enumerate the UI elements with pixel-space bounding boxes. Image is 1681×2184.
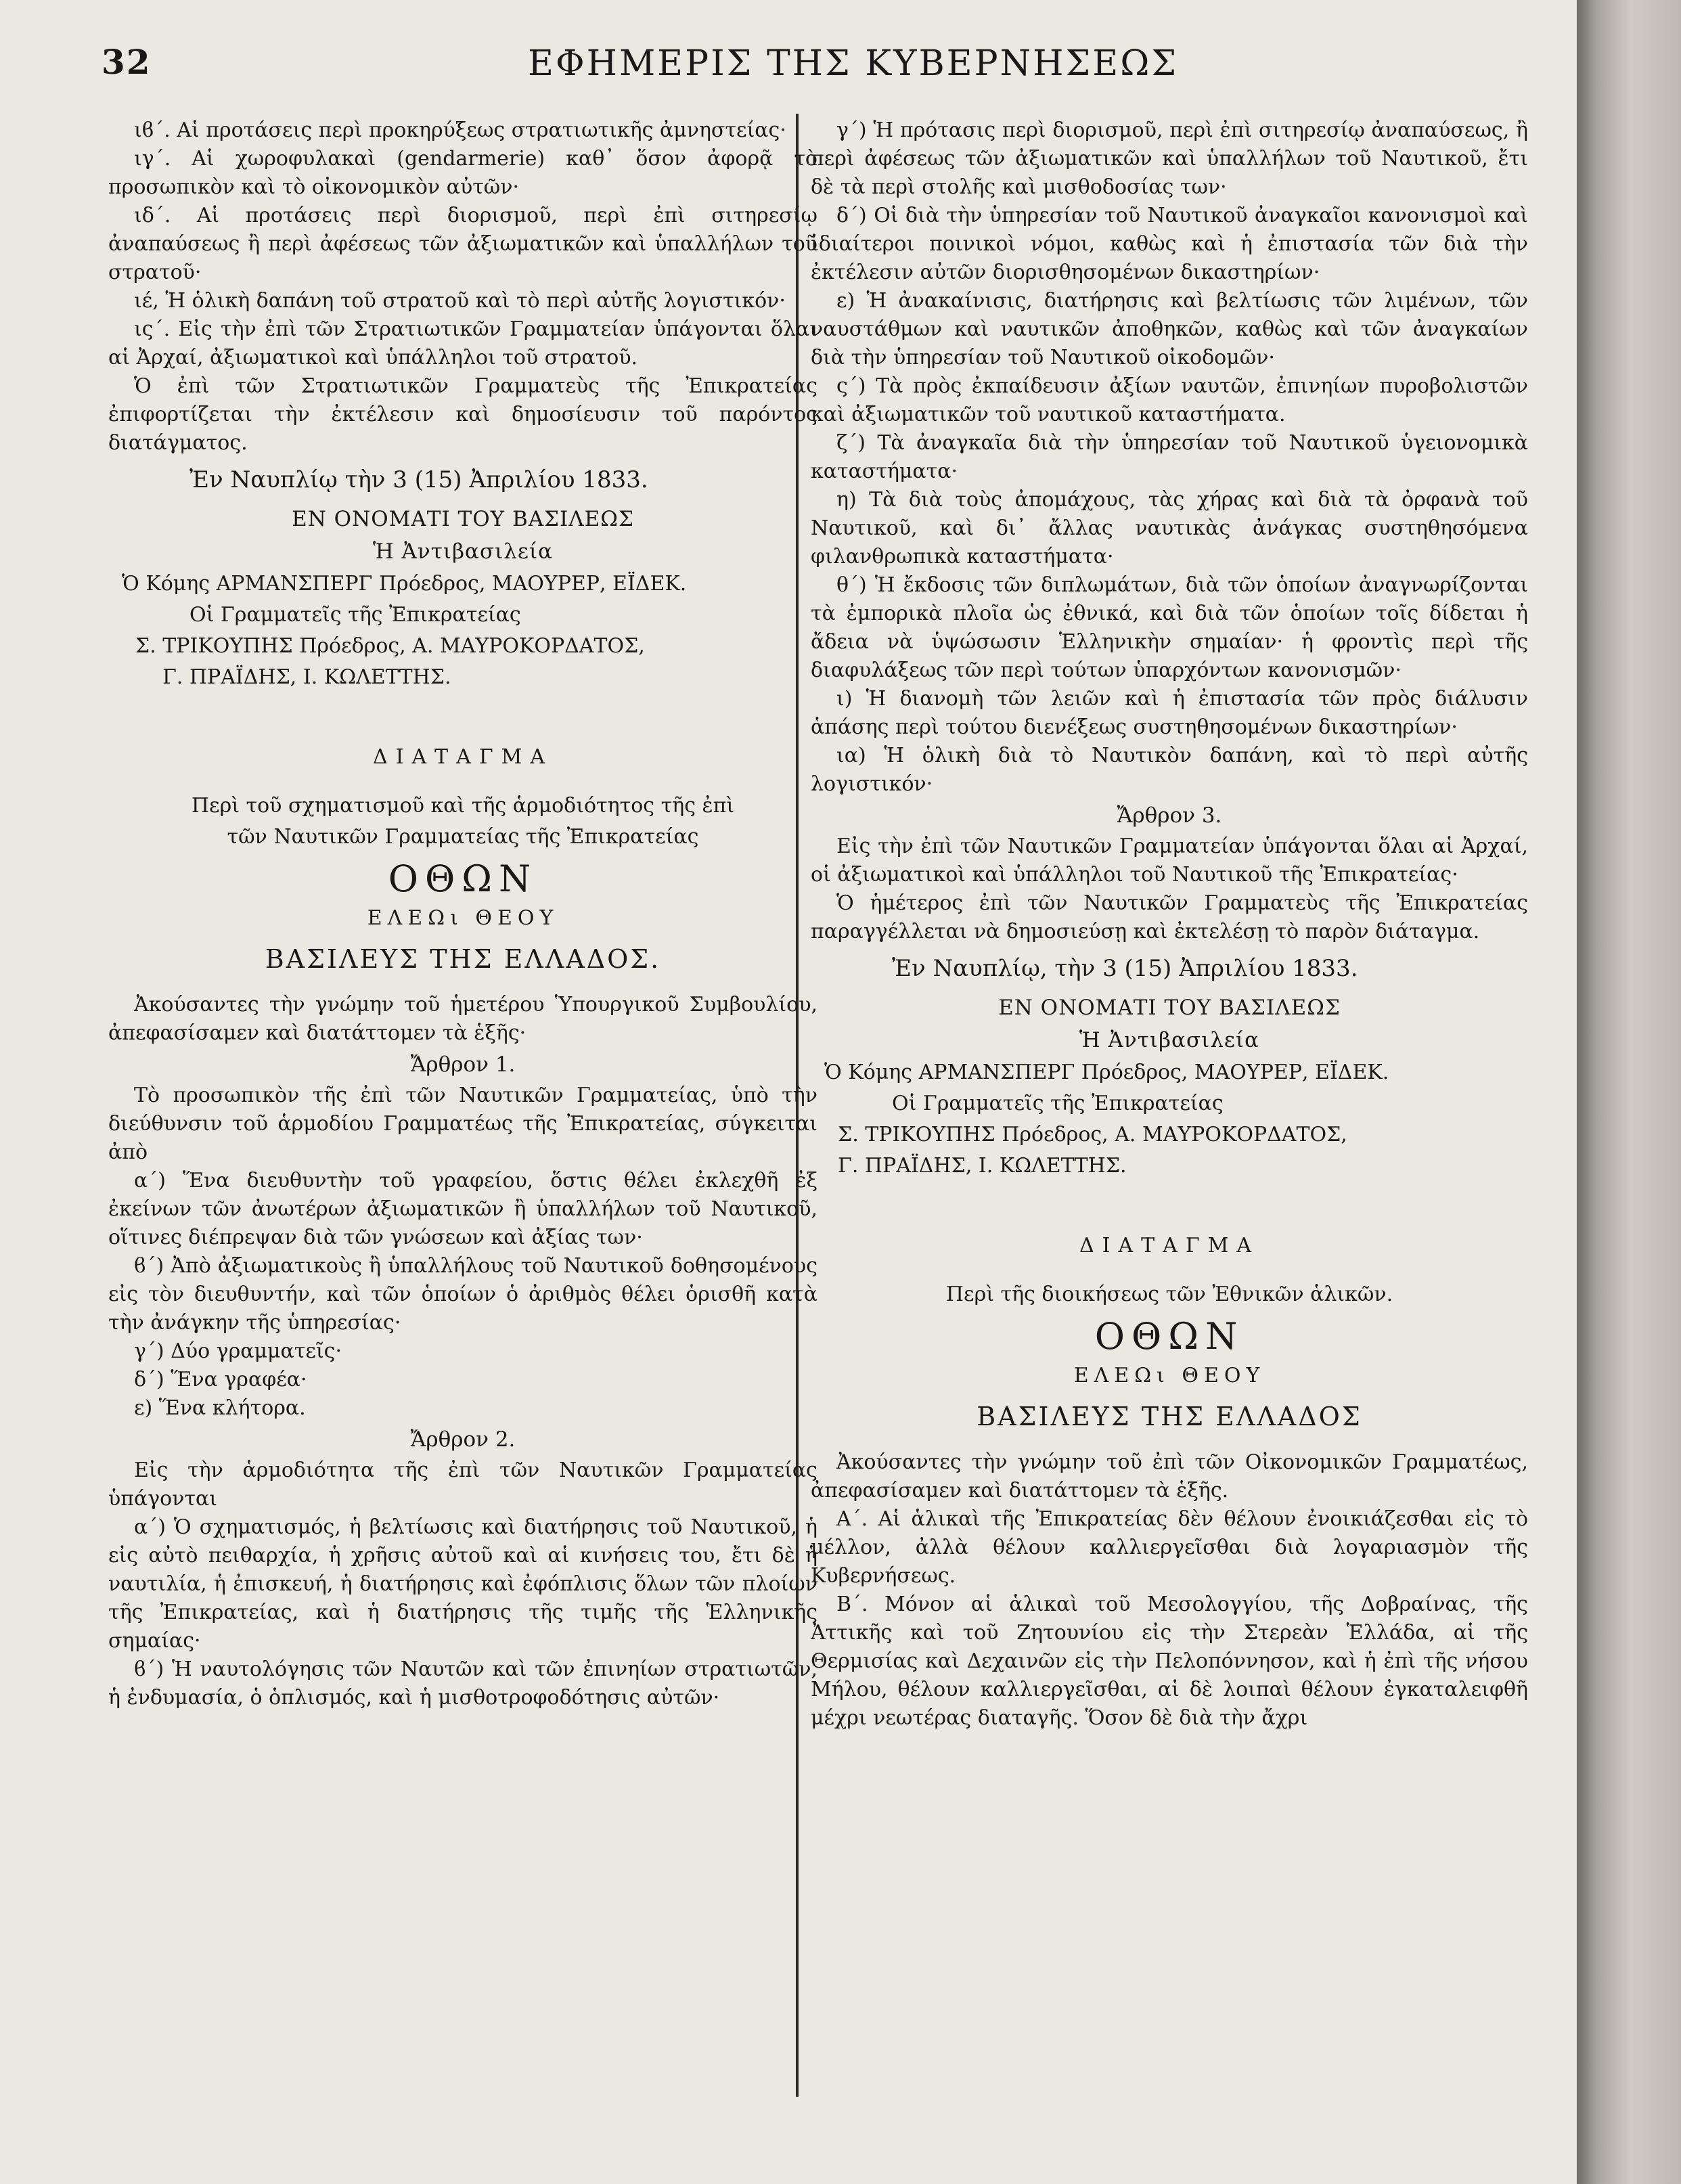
secretaries-line-2: Γ. ΠΡΑΪΔΗΣ, Ι. ΚΩΛΕΤΤΗΣ. (838, 1154, 1127, 1178)
article-heading: Ἄρθρον 2. (410, 1427, 516, 1452)
paragraph: ι) Ἡ διανομὴ τῶν λειῶν καὶ ἡ ἐπιστασία τῶν πρὸς διάλυσιν ἁπάσης περὶ τούτου διενέξεως συστηθησομένων δικαστηρίων· (811, 687, 1528, 739)
running-title: ΕΦΗΜΕΡΙΣ ΤΗΣ ΚΥΒΕΡΝΗΣΕΩΣ (528, 43, 1179, 84)
paragraph: α΄) Ἕνα διευθυντὴν τοῦ γραφείου, ὅστις θέλει ἐκλεχθῆ ἐξ ἐκείνων τῶν ἀνωτέρων ἀξιωματικῶν ἢ ὑπαλλήλων τοῦ Ναυτικοῦ, οἵτινες διέπρεψαν διὰ τῶν γνώσεων καὶ ἀξίας των· (108, 1169, 817, 1249)
secretaries-line-1: Σ. ΤΡΙΚΟΥΠΗΣ Πρόεδρος, Α. ΜΑΥΡΟΚΟΡΔΑΤΟΣ, (838, 1123, 1347, 1146)
paragraph: ιδ΄. Αἱ προτάσεις περὶ διορισμοῦ, περὶ ἐπὶ σιτηρεσίῳ ἀναπαύσεως ἢ περὶ ἀφέσεως τῶν ἀξιωματικῶν καὶ ὑπαλλήλων τοῦ στρατοῦ· (108, 204, 817, 284)
right-column (811, 116, 1528, 1733)
preamble: Ἀκούσαντες τὴν γνώμην τοῦ ἐπὶ τῶν Οἰκονομικῶν Γραμματέως, ἀπεφασίσαμεν καὶ διατάττομεν τὰ ἑξῆς. (811, 1450, 1528, 1502)
king-name-line: ΕΝ ΟΝΟΜΑΤΙ ΤΟΥ ΒΑΣΙΛΕΩΣ (292, 507, 634, 531)
secretaries-heading: Οἱ Γραμματεῖς τῆς Ἐπικρατείας (892, 1092, 1224, 1115)
paragraph: ιέ, Ἡ ὁλικὴ δαπάνη τοῦ στρατοῦ καὶ τὸ περὶ αὐτῆς λογιστικόν· (134, 289, 786, 313)
paragraph: α΄) Ὁ σχηματισμός, ἡ βελτίωσις καὶ διατήρησις τοῦ Ναυτικοῦ, ἡ εἰς αὐτὸ πειθαρχία, ἡ χρῆσις αὐτοῦ καὶ αἱ κινήσεις του, ἔτι δὲ ἡ ναυτιλία, ἡ ἐπισκευή, ἡ διατήρησις καὶ ἐφόπλισις ὅλων τῶν πλοίων τῆς Ἐπικρατείας, καὶ ἡ διατήρησις τῆς τιμῆς τῆς Ἑλληνικῆς σημαίας· (108, 1515, 817, 1653)
paragraph: Εἰς τὴν ἐπὶ τῶν Ναυτικῶν Γραμματείαν ὑπάγονται ὅλαι αἱ Ἀρχαί, οἱ ἀξιωματικοὶ καὶ ὑπάλληλοι τοῦ Ναυτικοῦ τῆς Ἐπικρατείας· (811, 834, 1528, 887)
paragraph: δ΄) Ἕνα γραφέα· (134, 1368, 307, 1391)
decree-label: ΔΙΑΤΑΓΜΑ (372, 745, 554, 769)
othon-heading: ΟΘΩΝ (388, 857, 538, 900)
paragraph: ϐ΄) Ἀπὸ ἀξιωματικοὺς ἢ ὑπαλλήλους τοῦ Ναυτικοῦ δοθησομένους εἰς τὸν διευθυντήν, καὶ τῶν ὁποίων ὁ ἀριθμὸς θέλει ὁρισθῆ κατὰ τὴν ἀνάγκην τῆς ὑπηρεσίας· (108, 1254, 817, 1335)
paragraph: Α΄. Αἱ ἁλικαὶ τῆς Ἐπικρατείας δὲν θέλουν ἐνοικιάζεσθαι εἰς τὸ μέλλον, ἀλλὰ θέλουν καλλιεργεῖσθαι διὰ λογαριασμὸν τῆς Κυβερνήσεως. (811, 1507, 1528, 1588)
paragraph: ς΄) Τὰ πρὸς ἐκπαίδευσιν ἀξίων ναυτῶν, ἐπινηίων πυροβολιστῶν καὶ ἀξιωματικῶν τοῦ ναυτικοῦ καταστήματα. (811, 374, 1528, 426)
decree-subject: Περὶ τῆς διοικήσεως τῶν Ἐθνικῶν ἁλικῶν. (945, 1283, 1393, 1306)
decree-date: Ἐν Ναυπλίῳ τὴν 3 (15) Ἀπριλίου 1833. (189, 466, 648, 493)
king-title: ΒΑΣΙΛΕΥΣ ΤΗΣ ΕΛΛΑΔΟΣ. (265, 944, 661, 974)
paragraph: γ΄) Ἡ πρότασις περὶ διορισμοῦ, περὶ ἐπὶ σιτηρεσίῳ ἀναπαύσεως, ἢ περὶ ἀφέσεως τῶν ἀξιωματικῶν καὶ ὑπαλλήλων τοῦ Ναυτικοῦ, ἔτι δὲ τὰ περὶ στολῆς καὶ μισθοδοσίας των· (811, 118, 1528, 199)
decree-subject-line-2: τῶν Ναυτικῶν Γραμματείας τῆς Ἐπικρατείας (227, 825, 699, 849)
paragraph: ια) Ἡ ὁλικὴ διὰ τὸ Ναυτικὸν δαπάνη, καὶ τὸ περὶ αὐτῆς λογιστικόν· (811, 744, 1528, 796)
paragraph: ιγ΄. Αἱ χωροφυλακαὶ (gendarmerie) καθ᾽ ὅσον ἀφορᾷ τὸ προσωπικὸν καὶ τὸ οἰκονομικὸν αὐτῶν· (108, 147, 817, 199)
paragraph: Ὁ ἡμέτερος ἐπὶ τῶν Ναυτικῶν Γραμματεὺς τῆς Ἐπικρατείας παραγγέλλεται νὰ δημοσιεύσῃ καὶ ἐκτελέσῃ τὸ παρὸν διάταγμα. (811, 891, 1528, 943)
paragraph: Β΄. Μόνον αἱ ἁλικαὶ τοῦ Μεσολογγίου, τῆς Δοβραίνας, τῆς Ἀττικῆς καὶ τοῦ Ζητουνίου εἰς τὴν Στερεὰν Ἑλλάδα, αἱ τῆς Θερμισίας καὶ Δεχαινῶν εἰς τὴν Πελοπόννησον, καὶ ἡ ἐπὶ τῆς νήσου Μήλου, θέλουν καλλιεργεῖσθαι, αἱ δὲ λοιπαὶ θέλουν ἐγκαταλειφθῆ μέχρι νεωτέρας διαταγῆς. Ὅσον δὲ διὰ τὴν ἄχρι (811, 1592, 1528, 1730)
regency-members: Ὁ Κόμης ΑΡΜΑΝΣΠΕΡΓ Πρόεδρος, ΜΑΟΥΡΕΡ, ΕΪΔΕΚ. (824, 1061, 1389, 1084)
preamble: Ἀκούσαντες τὴν γνώμην τοῦ ἡμετέρου Ὑπουργικοῦ Συμβουλίου, ἀπεφασίσαμεν καὶ διατάττομεν τὰ ἑξῆς· (108, 993, 817, 1045)
article-heading: Ἄρθρον 1. (410, 1052, 516, 1077)
secretaries-line-2: Γ. ΠΡΑΪΔΗΣ, Ι. ΚΩΛΕΤΤΗΣ. (162, 665, 451, 689)
eleo-theou: ΕΛΕΩι ΘΕΟΥ (367, 906, 559, 930)
eleo-theou: ΕΛΕΩι ΘΕΟΥ (1073, 1364, 1265, 1387)
paragraph: ε) Ἕνα κλήτορα. (134, 1396, 306, 1420)
paragraph: γ΄) Δύο γραμματεῖς· (134, 1339, 342, 1363)
paragraph: ις΄. Εἰς τὴν ἐπὶ τῶν Στρατιωτικῶν Γραμματείαν ὑπάγονται ὅλαι αἱ Ἀρχαί, ἀξιωματικοὶ καὶ ὑπάλληλοι τοῦ στρατοῦ. (108, 317, 817, 370)
paragraph: δ΄) Οἱ διὰ τὴν ὑπηρεσίαν τοῦ Ναυτικοῦ ἀναγκαῖοι κανονισμοὶ καὶ ἰδιαίτεροι ποινικοὶ νόμοι, καθὼς καὶ ἡ ἐπιστασία τῶν διὰ τὴν ἐκτέλεσιν αὐτῶν διορισθησομένων δικαστηρίων· (811, 204, 1528, 284)
king-name-line: ΕΝ ΟΝΟΜΑΤΙ ΤΟΥ ΒΑΣΙΛΕΩΣ (998, 996, 1341, 1020)
left-column (108, 116, 817, 1712)
paragraph: ε) Ἡ ἀνακαίνισις, διατήρησις καὶ βελτίωσις τῶν λιμένων, τῶν ναυστάθμων καὶ ναυτικῶν ἀποθηκῶν, καθὼς καὶ τῶν ἀναγκαίων διὰ τὴν ὑπηρεσίαν τοῦ Ναυτικοῦ οἰκοδομῶν· (811, 289, 1528, 370)
king-title: ΒΑΣΙΛΕΥΣ ΤΗΣ ΕΛΛΑΔΟΣ (977, 1402, 1362, 1431)
decree-label: ΔΙΑΤΑΓΜΑ (1079, 1234, 1260, 1257)
page-number: 32 (102, 42, 152, 82)
paragraph: η) Τὰ διὰ τοὺς ἀπομάχους, τὰς χήρας καὶ διὰ τὰ ὀρφανὰ τοῦ Ναυτικοῦ, καὶ δι᾽ ἄλλας ναυτικὰς ἀνάγκας συστηθησόμενα φιλανθρωπικὰ καταστήματα· (811, 488, 1528, 569)
regency-members: Ὁ Κόμης ΑΡΜΑΝΣΠΕΡΓ Πρόεδρος, ΜΑΟΥΡΕΡ, ΕΪΔΕΚ. (122, 572, 687, 596)
paragraph: ιϐ΄. Αἱ προτάσεις περὶ προκηρύξεως στρατιωτικῆς ἀμνηστείας· (134, 118, 786, 142)
decree-date: Ἐν Ναυπλίῳ, τὴν 3 (15) Ἀπριλίου 1833. (892, 955, 1358, 982)
othon-heading: ΟΘΩΝ (1094, 1315, 1245, 1358)
regency-title: Ἡ Ἀντιβασιλεία (1079, 1028, 1260, 1052)
paragraph: Τὸ προσωπικὸν τῆς ἐπὶ τῶν Ναυτικῶν Γραμματείας, ὑπὸ τὴν διεύθυνσιν τοῦ ἁρμοδίου Γραμματέως τῆς Ἐπικρατείας, σύγκειται ἀπὸ (108, 1084, 817, 1164)
secretaries-heading: Οἱ Γραμματεῖς τῆς Ἐπικρατείας (189, 603, 521, 627)
article-heading: Ἄρθρον 3. (1117, 803, 1222, 828)
regency-title: Ἡ Ἀντιβασιλεία (372, 539, 554, 564)
secretaries-line-1: Σ. ΤΡΙΚΟΥΠΗΣ Πρόεδρος, Α. ΜΑΥΡΟΚΟΡΔΑΤΟΣ, (135, 634, 645, 658)
decree-subject-line-1: Περὶ τοῦ σχηματισμοῦ καὶ τῆς ἁρμοδιότητος τῆς ἐπὶ (191, 794, 735, 818)
paragraph: ϐ΄) Ἡ ναυτολόγησις τῶν Ναυτῶν καὶ τῶν ἐπινηίων στρατιωτῶν, ἡ ἐνδυμασία, ὁ ὁπλισμός, καὶ ἡ μισθοτροφοδότησις αὐτῶν· (108, 1657, 817, 1710)
paragraph: θ΄) Ἡ ἔκδοσις τῶν διπλωμάτων, διὰ τῶν ὁποίων ἀναγνωρίζονται τὰ ἐμπορικὰ πλοῖα ὡς ἐθνικά, καὶ διὰ τῶν ὁποίων τοῖς δίδεται ἡ ἄδεια νὰ ὑψώσωσιν Ἑλληνικὴν σημαίαν· ἡ φροντὶς περὶ τῆς διαφυλάξεως τῶν περὶ τούτων ὑπαρχόντων κανονισμῶν· (811, 573, 1528, 682)
paragraph: Εἰς τὴν ἁρμοδιότητα τῆς ἐπὶ τῶν Ναυτικῶν Γραμματείας ὑπάγονται (108, 1458, 817, 1511)
paragraph: ζ΄) Τὰ ἀναγκαῖα διὰ τὴν ὑπηρεσίαν τοῦ Ναυτικοῦ ὑγειονομικὰ καταστήματα· (811, 431, 1528, 483)
paragraph: Ὁ ἐπὶ τῶν Στρατιωτικῶν Γραμματεὺς τῆς Ἐπικρατείας ἐπιφορτίζεται τὴν ἐκτέλεσιν καὶ δημοσίευσιν τοῦ παρόντος διατάγματος. (108, 374, 817, 455)
book-binding-edge (1577, 0, 1681, 2184)
